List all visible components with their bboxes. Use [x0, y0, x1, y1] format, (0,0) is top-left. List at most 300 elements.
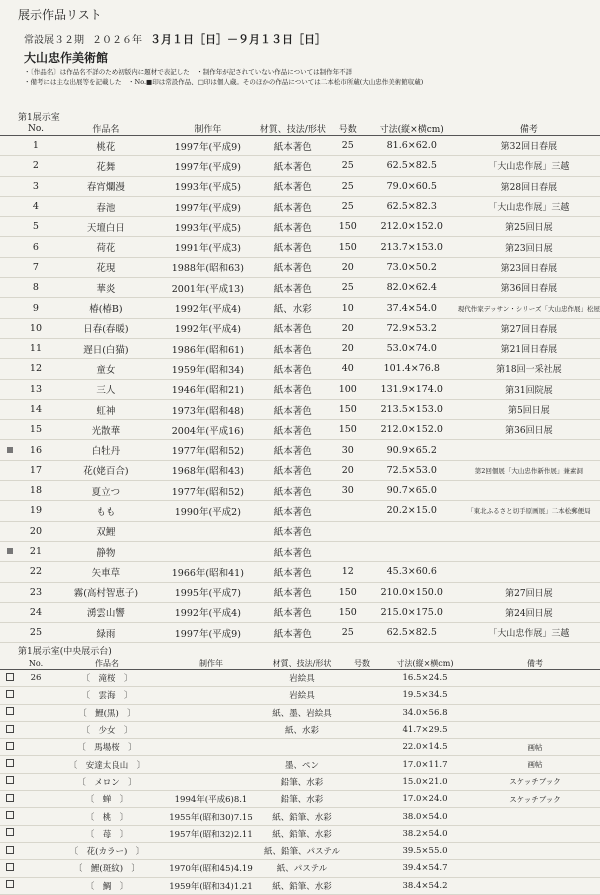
size-no-cell [344, 670, 380, 687]
table-row [0, 860, 600, 877]
title-cell: 矢車草 [52, 562, 160, 582]
title-cell: 春宵爛漫 [52, 176, 160, 196]
dimensions-cell: 213.5×153.0 [366, 399, 458, 419]
table-row [0, 739, 600, 756]
no-cell: 18 [20, 481, 52, 501]
no-cell: 25 [20, 623, 52, 643]
size-no-cell: 150 [330, 582, 366, 602]
table-row [0, 541, 600, 561]
remarks-cell: 第24回日展 [458, 602, 600, 622]
table-row [0, 338, 600, 358]
room1-center-header-row [0, 657, 600, 670]
title-cell: 〔 メロン 〕 [52, 773, 162, 790]
mark-cell [0, 196, 20, 216]
table-row [0, 257, 600, 277]
dimensions-cell: 16.5×24.5 [380, 670, 470, 687]
size-no-cell: 150 [330, 420, 366, 440]
medium-cell: 紙本著色 [256, 521, 330, 541]
medium-cell [260, 739, 344, 756]
title-cell: 日春(春暖) [52, 318, 160, 338]
col-medium: 材質、技法/形状 [256, 122, 330, 136]
remarks-cell: スケッチブック [470, 773, 600, 790]
notes [24, 67, 423, 87]
size-no-cell [344, 791, 380, 808]
title-cell: 花舞 [52, 156, 160, 176]
dimensions-cell: 131.9×174.0 [366, 379, 458, 399]
title-cell: 双鯉 [52, 521, 160, 541]
medium-cell: 紙本著色 [256, 562, 330, 582]
table-row [0, 217, 600, 237]
medium-cell: 紙本著色 [256, 359, 330, 379]
period-label: 常設展３２期 [24, 35, 84, 46]
permanent-mark-icon [7, 447, 13, 453]
dimensions-cell: 81.6×62.0 [366, 136, 458, 156]
remarks-cell: 第31回院展 [458, 379, 600, 399]
private-collection-mark-icon [6, 673, 14, 681]
year-cell: 1946年(昭和21) [160, 379, 256, 399]
note-line: ・〔作品名〕は作品名不詳のため初版内に題材で表記した ・制作年が記されていない作品については制作年不詳 [24, 68, 353, 76]
year-cell [162, 670, 260, 687]
medium-cell: 紙本著色 [256, 602, 330, 622]
dimensions-cell: 90.9×65.2 [366, 440, 458, 460]
size-no-cell [330, 521, 366, 541]
dimensions-cell: 72.9×53.2 [366, 318, 458, 338]
size-no-cell: 150 [330, 399, 366, 419]
col-remarks: 備考 [458, 122, 600, 136]
no-cell: 26 [20, 670, 52, 687]
table-row [0, 440, 600, 460]
table-row [0, 562, 600, 582]
no-cell [20, 825, 52, 842]
dimensions-cell: 72.5×53.0 [366, 460, 458, 480]
size-no-cell [344, 842, 380, 859]
title-cell: 〔 少女 〕 [52, 721, 162, 738]
dimensions-cell: 73.0×50.2 [366, 257, 458, 277]
no-cell [20, 687, 52, 704]
size-no-cell: 10 [330, 298, 366, 318]
remarks-cell: 第5回日展 [458, 399, 600, 419]
year-cell: 1993年(平成5) [160, 217, 256, 237]
mark-cell [0, 791, 20, 808]
title-cell: 天壇白日 [52, 217, 160, 237]
remarks-cell: 第21回日春展 [458, 338, 600, 358]
col-year: 制作年 [162, 657, 260, 670]
dimensions-cell: 62.5×82.5 [366, 156, 458, 176]
medium-cell: 紙本著色 [256, 501, 330, 521]
mark-cell [0, 521, 20, 541]
table-row [0, 704, 600, 721]
mark-cell [0, 623, 20, 643]
no-cell: 12 [20, 359, 52, 379]
title-cell: もも [52, 501, 160, 521]
medium-cell: 岩絵具 [260, 687, 344, 704]
title-cell: 花(姥百合) [52, 460, 160, 480]
medium-cell: 紙本著色 [256, 217, 330, 237]
size-no-cell [344, 721, 380, 738]
year-cell: 1997年(平成9) [160, 196, 256, 216]
year-cell: 1997年(平成9) [160, 623, 256, 643]
title-cell: 椿(椿B) [52, 298, 160, 318]
year-cell: 2001年(平成13) [160, 278, 256, 298]
remarks-cell [470, 670, 600, 687]
title-cell: 花現 [52, 257, 160, 277]
year-cell [162, 704, 260, 721]
no-cell [20, 739, 52, 756]
medium-cell: 鉛筆、水彩 [260, 773, 344, 790]
size-no-cell [344, 704, 380, 721]
col-no: No. [20, 657, 52, 670]
size-no-cell: 25 [330, 623, 366, 643]
room1-header-row [0, 122, 600, 136]
page-title: 展示作品リスト [18, 8, 102, 22]
dimensions-cell: 19.5×34.5 [380, 687, 470, 704]
remarks-cell: 第23回日展 [458, 237, 600, 257]
medium-cell: 紙、鉛筆、水彩 [260, 825, 344, 842]
remarks-cell: 第28回日春展 [458, 176, 600, 196]
medium-cell: 紙本著色 [256, 399, 330, 419]
title-cell: 〔 苺 〕 [52, 825, 162, 842]
remarks-cell: 第36回日春展 [458, 278, 600, 298]
mark-cell [0, 670, 20, 687]
table-row [0, 156, 600, 176]
year-cell [162, 773, 260, 790]
mark-cell [0, 298, 20, 318]
no-cell [20, 860, 52, 877]
medium-cell: 紙本著色 [256, 136, 330, 156]
table-row [0, 602, 600, 622]
remarks-cell [458, 541, 600, 561]
room1-table [0, 122, 600, 643]
remarks-cell [470, 721, 600, 738]
medium-cell: 紙本著色 [256, 379, 330, 399]
remarks-cell: 「大山忠作展」三越 [458, 196, 600, 216]
table-row [0, 176, 600, 196]
col-medium: 材質、技法/形状 [260, 657, 344, 670]
table-row [0, 420, 600, 440]
remarks-cell [470, 860, 600, 877]
remarks-cell: 第32回日春展 [458, 136, 600, 156]
year-cell: 2004年(平成16) [160, 420, 256, 440]
no-cell: 24 [20, 602, 52, 622]
medium-cell: 紙本著色 [256, 196, 330, 216]
dimensions-cell: 213.7×153.0 [366, 237, 458, 257]
size-no-cell [344, 773, 380, 790]
size-no-cell [344, 756, 380, 773]
year-cell: 1995年(平成7) [160, 582, 256, 602]
remarks-cell: 「大山忠作展」三越 [458, 623, 600, 643]
size-no-cell: 25 [330, 136, 366, 156]
size-no-cell: 20 [330, 460, 366, 480]
year-cell: 1993年(平成5) [160, 176, 256, 196]
size-no-cell [344, 860, 380, 877]
dimensions-cell: 62.5×82.3 [366, 196, 458, 216]
dimensions-cell: 22.0×14.5 [380, 739, 470, 756]
year-cell: 1992年(平成4) [160, 298, 256, 318]
dimensions-cell: 39.4×54.7 [380, 860, 470, 877]
table-row [0, 670, 600, 687]
size-no-cell: 30 [330, 440, 366, 460]
col-no: No. [20, 122, 52, 136]
remarks-cell [458, 440, 600, 460]
no-cell: 22 [20, 562, 52, 582]
table-row [0, 825, 600, 842]
mark-cell [0, 338, 20, 358]
medium-cell: 紙本著色 [256, 257, 330, 277]
medium-cell: 紙本著色 [256, 481, 330, 501]
dimensions-cell: 41.7×29.5 [380, 721, 470, 738]
mark-cell [0, 136, 20, 156]
size-no-cell [344, 808, 380, 825]
medium-cell: 紙、鉛筆、パステル [260, 842, 344, 859]
no-cell [20, 791, 52, 808]
dimensions-cell: 34.0×56.8 [380, 704, 470, 721]
no-cell [20, 808, 52, 825]
table-row [0, 623, 600, 643]
mark-cell [0, 379, 20, 399]
remarks-cell: 現代作家デッサン・シリーズ「大山忠作展」松屋 [458, 298, 600, 318]
dimensions-cell: 17.0×24.0 [380, 791, 470, 808]
remarks-cell [470, 704, 600, 721]
size-no-cell [344, 739, 380, 756]
remarks-cell: 第25回日展 [458, 217, 600, 237]
medium-cell: 紙本著色 [256, 460, 330, 480]
medium-cell: 紙、水彩 [260, 721, 344, 738]
dimensions-cell: 53.0×74.0 [366, 338, 458, 358]
no-cell: 10 [20, 318, 52, 338]
title-cell: 〔 鯉(斑紋) 〕 [52, 860, 162, 877]
dimensions-cell: 38.0×54.0 [380, 808, 470, 825]
mark-cell [0, 318, 20, 338]
title-cell: 春池 [52, 196, 160, 216]
year-cell: 1977年(昭和52) [160, 481, 256, 501]
col-year: 制作年 [160, 122, 256, 136]
size-no-cell: 20 [330, 257, 366, 277]
size-no-cell [330, 541, 366, 561]
table-row [0, 196, 600, 216]
no-cell: 17 [20, 460, 52, 480]
mark-cell [0, 739, 20, 756]
mark-cell [0, 460, 20, 480]
size-no-cell [344, 687, 380, 704]
no-cell: 1 [20, 136, 52, 156]
table-row [0, 773, 600, 790]
col-title: 作品名 [52, 657, 162, 670]
size-no-cell: 40 [330, 359, 366, 379]
dimensions-cell: 15.0×21.0 [380, 773, 470, 790]
year-cell: 1990年(平成2) [160, 501, 256, 521]
title-cell: 白牡丹 [52, 440, 160, 460]
col-dimensions: 寸法(縦×横cm) [366, 122, 458, 136]
year-cell: 1966年(昭和41) [160, 562, 256, 582]
mark-cell [0, 359, 20, 379]
mark-cell [0, 541, 20, 561]
year-cell [160, 541, 256, 561]
remarks-cell [458, 521, 600, 541]
remarks-cell: 第36回日展 [458, 420, 600, 440]
size-no-cell: 25 [330, 176, 366, 196]
medium-cell: 紙本著色 [256, 237, 330, 257]
mark-cell [0, 176, 20, 196]
exhibition-period [24, 31, 326, 47]
col-size-no: 号数 [344, 657, 380, 670]
no-cell: 20 [20, 521, 52, 541]
mark-cell [0, 257, 20, 277]
title-cell: 〔 花(カラー) 〕 [52, 842, 162, 859]
private-collection-mark-icon [6, 707, 14, 715]
mark-cell [0, 687, 20, 704]
medium-cell: 紙本著色 [256, 318, 330, 338]
size-no-cell: 150 [330, 217, 366, 237]
medium-cell: 紙本著色 [256, 440, 330, 460]
table-row [0, 278, 600, 298]
medium-cell: 鉛筆、水彩 [260, 791, 344, 808]
mark-cell [0, 825, 20, 842]
title-cell: 夏立つ [52, 481, 160, 501]
year-cell: 1992年(平成4) [160, 318, 256, 338]
private-collection-mark-icon [6, 776, 14, 784]
table-row [0, 399, 600, 419]
dimensions-cell: 38.4×54.2 [380, 877, 470, 894]
year-cell: 1959年(昭和34) [160, 359, 256, 379]
year-cell: 1970年(昭和45)4.19 [162, 860, 260, 877]
mark-cell [0, 756, 20, 773]
period-dates: ３月１日［日］－９月１３日［日］ [150, 33, 326, 46]
title-cell: 三人 [52, 379, 160, 399]
private-collection-mark-icon [6, 794, 14, 802]
no-cell: 13 [20, 379, 52, 399]
mark-cell [0, 773, 20, 790]
table-row [0, 501, 600, 521]
year-cell: 1986年(昭和61) [160, 338, 256, 358]
year-cell: 1955年(昭和30)7.15 [162, 808, 260, 825]
year-cell [162, 721, 260, 738]
title-cell: 〔 安達太良山 〕 [52, 756, 162, 773]
title-cell: 華炎 [52, 278, 160, 298]
table-row [0, 481, 600, 501]
title-cell: 〔 蝉 〕 [52, 791, 162, 808]
size-no-cell: 20 [330, 318, 366, 338]
no-cell [20, 773, 52, 790]
museum-name: 大山忠作美術館 [24, 51, 109, 65]
title-cell: 〔 滝桜 〕 [52, 670, 162, 687]
private-collection-mark-icon [6, 863, 14, 871]
medium-cell: 紙、鉛筆、水彩 [260, 877, 344, 894]
no-cell: 8 [20, 278, 52, 298]
year-cell: 1968年(昭和43) [160, 460, 256, 480]
private-collection-mark-icon [6, 880, 14, 888]
permanent-mark-icon [7, 548, 13, 554]
dimensions-cell [366, 521, 458, 541]
size-no-cell [330, 501, 366, 521]
year-cell [162, 842, 260, 859]
medium-cell: 紙、墨、岩絵具 [260, 704, 344, 721]
year-cell: 1957年(昭和32)2.11 [162, 825, 260, 842]
mark-cell [0, 440, 20, 460]
title-cell: 〔 馬場桜 〕 [52, 739, 162, 756]
no-cell: 6 [20, 237, 52, 257]
remarks-cell: 第27回日春展 [458, 318, 600, 338]
title-cell: 緑雨 [52, 623, 160, 643]
year-cell [162, 739, 260, 756]
size-no-cell: 25 [330, 278, 366, 298]
dimensions-cell [366, 541, 458, 561]
mark-cell [0, 704, 20, 721]
remarks-cell: 「大山忠作展」三越 [458, 156, 600, 176]
private-collection-mark-icon [6, 725, 14, 733]
mark-cell [0, 562, 20, 582]
year-cell: 1992年(平成4) [160, 602, 256, 622]
mark-cell [0, 602, 20, 622]
remarks-cell: 第2回個展「大山忠作新作展」兼素洞 [458, 460, 600, 480]
dimensions-cell: 45.3×60.6 [366, 562, 458, 582]
remarks-cell [458, 481, 600, 501]
mark-cell [0, 399, 20, 419]
table-row [0, 721, 600, 738]
title-cell: 霧(高村智恵子) [52, 582, 160, 602]
year-cell [162, 687, 260, 704]
dimensions-cell: 20.2×15.0 [366, 501, 458, 521]
remarks-cell [470, 808, 600, 825]
title-cell: 〔 鯛 〕 [52, 877, 162, 894]
col-remarks: 備考 [470, 657, 600, 670]
col-size-no: 号数 [330, 122, 366, 136]
size-no-cell: 100 [330, 379, 366, 399]
no-cell [20, 721, 52, 738]
title-cell: 〔 桃 〕 [52, 808, 162, 825]
medium-cell: 紙本著色 [256, 176, 330, 196]
table-row [0, 687, 600, 704]
table-row [0, 318, 600, 338]
medium-cell: 紙本著色 [256, 582, 330, 602]
no-cell: 7 [20, 257, 52, 277]
mark-cell [0, 481, 20, 501]
medium-cell: 紙本著色 [256, 623, 330, 643]
table-row [0, 842, 600, 859]
no-cell: 23 [20, 582, 52, 602]
table-row [0, 521, 600, 541]
medium-cell: 紙本著色 [256, 156, 330, 176]
title-cell: 光散華 [52, 420, 160, 440]
size-no-cell: 25 [330, 156, 366, 176]
mark-cell [0, 721, 20, 738]
title-cell: 桃花 [52, 136, 160, 156]
remarks-cell [470, 825, 600, 842]
room1-center-table [0, 657, 600, 895]
remarks-cell: 第27回日展 [458, 582, 600, 602]
no-cell: 9 [20, 298, 52, 318]
year-cell: 1991年(平成3) [160, 237, 256, 257]
year-cell [160, 521, 256, 541]
no-cell: 11 [20, 338, 52, 358]
remarks-cell [470, 842, 600, 859]
remarks-cell: 第18回一采社展 [458, 359, 600, 379]
mark-cell [0, 420, 20, 440]
dimensions-cell: 90.7×65.0 [366, 481, 458, 501]
size-no-cell: 150 [330, 237, 366, 257]
size-no-cell [344, 825, 380, 842]
medium-cell: 紙本著色 [256, 338, 330, 358]
mark-cell [0, 860, 20, 877]
title-cell: 荷花 [52, 237, 160, 257]
remarks-cell [458, 562, 600, 582]
table-row [0, 791, 600, 808]
no-cell: 19 [20, 501, 52, 521]
size-no-cell: 20 [330, 338, 366, 358]
dimensions-cell: 82.0×62.4 [366, 278, 458, 298]
remarks-cell: 画帖 [470, 756, 600, 773]
medium-cell: 紙本著色 [256, 420, 330, 440]
medium-cell: 紙、鉛筆、水彩 [260, 808, 344, 825]
